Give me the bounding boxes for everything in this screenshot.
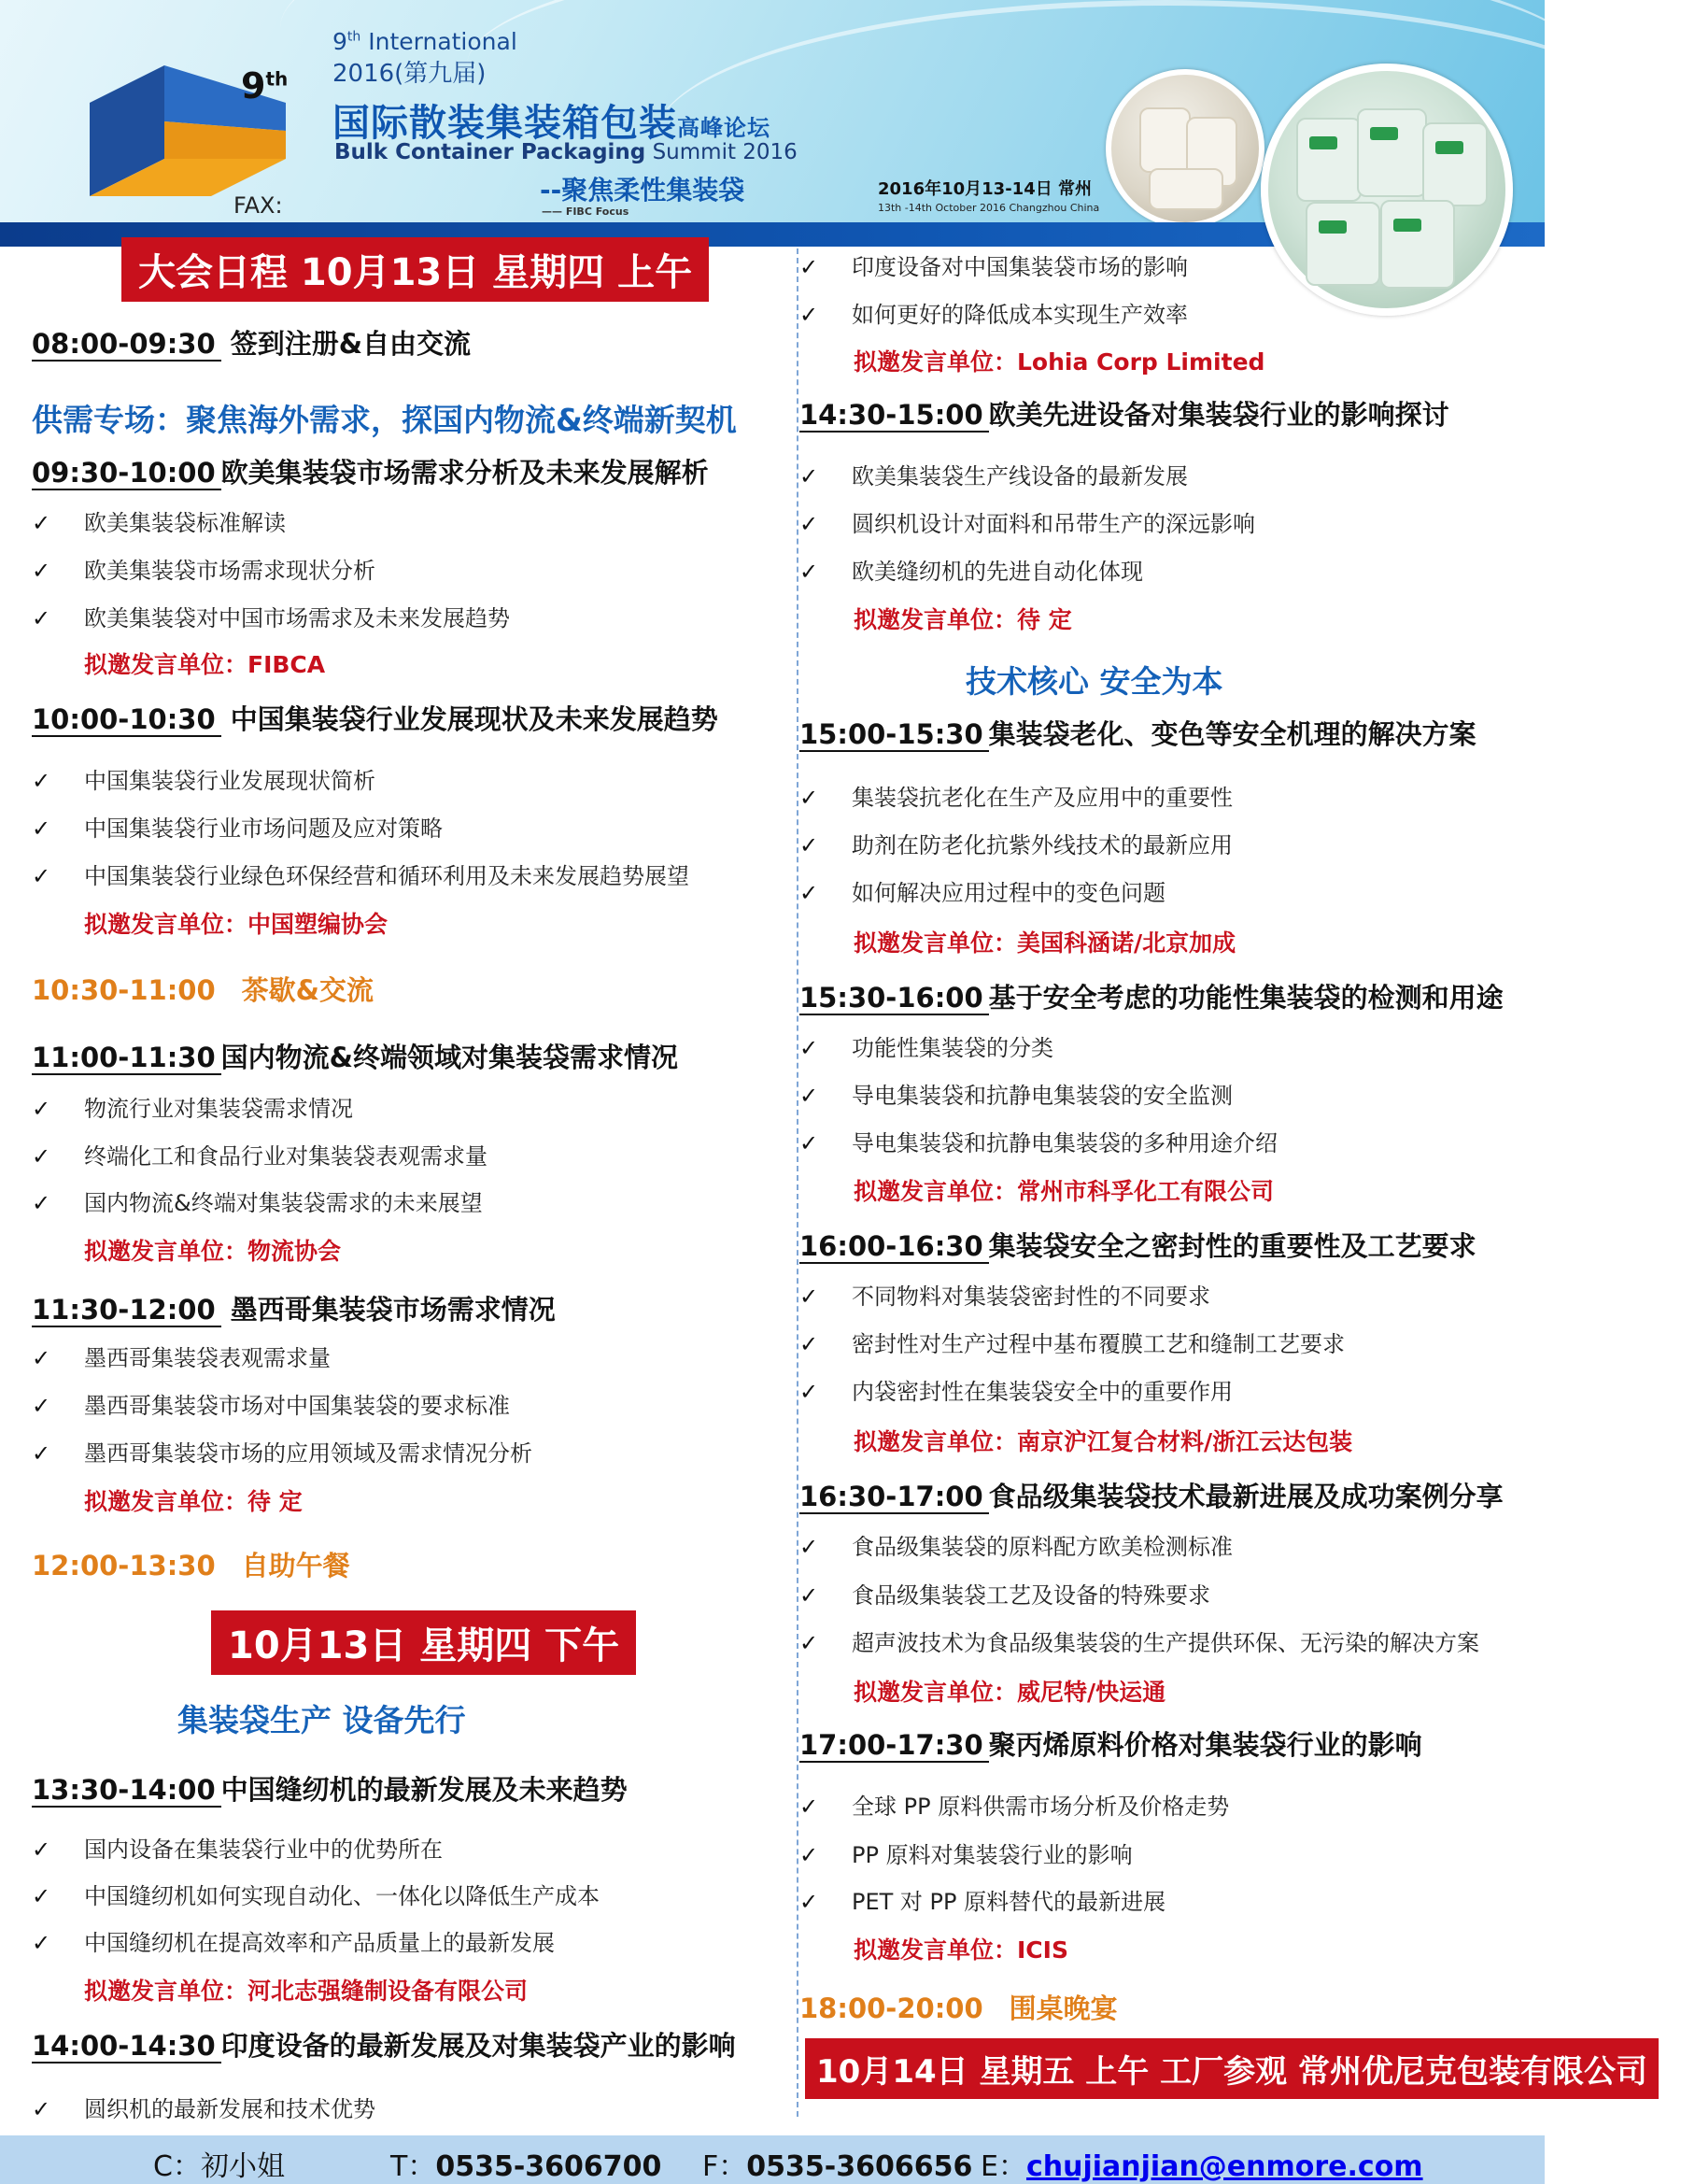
check-icon: ✓ [32,1837,51,1863]
list-item: ✓ 国内设备在集装袋行业中的优势所在 [32,1837,443,1863]
speaker-1500: 拟邀发言单位：美国科涵诺/北京加成 [854,929,1236,957]
check-icon: ✓ [799,1889,819,1915]
event-date: 2016年10月13-14日 常州 [878,179,1092,199]
list-item: ✓ 如何解决应用过程中的变色问题 [799,880,1165,906]
list-item: ✓ 中国缝纫机在提高效率和产品质量上的最新发展 [32,1930,555,1956]
list-item: ✓ PET 对 PP 原料替代的最新进展 [799,1889,1166,1915]
check-icon: ✓ [799,1630,819,1656]
theme-supply-demand: 供需专场：聚焦海外需求，探国内物流&终端新契机 [32,402,737,438]
check-icon: ✓ [32,1393,51,1419]
session-0800: 08:00-09:30 签到注册&自由交流 [32,328,472,360]
break-1800: 18:00-20:00 围桌晚宴 [799,1993,1118,2024]
list-item: ✓ 欧美集装袋对中国市场需求及未来发展趋势 [32,605,510,631]
theme-tech-safety: 技术核心 安全为本 [966,663,1223,700]
check-icon: ✓ [799,1582,819,1609]
list-item: ✓ 食品级集装袋工艺及设备的特殊要求 [799,1582,1210,1609]
check-icon: ✓ [32,1143,51,1170]
fax-label: FAX: [233,192,283,219]
check-icon: ✓ [32,1096,51,1122]
check-icon: ✓ [799,1130,819,1156]
check-icon: ✓ [32,605,51,631]
break-1200: 12:00-13:30 自助午餐 [32,1550,350,1581]
session-1630: 16:30-17:00 食品级集装袋技术最新进展及成功案例分享 [799,1481,1504,1512]
check-icon: ✓ [799,254,819,280]
session-1000: 10:00-10:30 中国集装袋行业发展现状及未来发展趋势 [32,703,718,735]
check-icon: ✓ [799,880,819,906]
title-english: Bulk Container Packaging Summit 2016 [334,140,798,164]
check-icon: ✓ [799,785,819,811]
contact-tel: T：0535-3606700 [390,2150,662,2183]
list-item: ✓ 国内物流&终端对集装袋需求的未来展望 [32,1190,483,1216]
contact-name: C：初小姐 [153,2150,285,2183]
list-item: ✓ 全球 PP 原料供需市场分析及价格走势 [799,1794,1230,1820]
list-item: ✓ 密封性对生产过程中基布覆膜工艺和缝制工艺要求 [799,1331,1345,1357]
list-item: ✓ 物流行业对集装袋需求情况 [32,1096,353,1122]
speaker-1400: 拟邀发言单位：Lohia Corp Limited [854,348,1265,376]
speaker-1100: 拟邀发言单位：物流协会 [84,1238,342,1265]
check-icon: ✓ [32,1345,51,1371]
email-link[interactable]: chujianjian@enmore.com [1025,2150,1423,2183]
speaker-1600: 拟邀发言单位：南京沪江复合材料/浙江云达包装 [854,1428,1353,1455]
list-item: ✓ 导电集装袋和抗静电集装袋的多种用途介绍 [799,1130,1278,1156]
speaker-1700: 拟邀发言单位：ICIS [854,1936,1068,1964]
check-icon: ✓ [32,558,51,584]
session-1500: 15:00-15:30 集装袋老化、变色等安全机理的解决方案 [799,718,1476,750]
check-icon: ✓ [32,2096,51,2122]
check-icon: ✓ [32,510,51,536]
list-item: ✓ 功能性集装袋的分类 [799,1035,1053,1061]
contact-email: E：chujianjian@enmore.com [981,2150,1423,2183]
check-icon: ✓ [799,1331,819,1357]
check-icon: ✓ [799,559,819,585]
check-icon: ✓ [799,463,819,489]
list-item: ✓ 食品级集装袋的原料配方欧美检测标准 [799,1534,1233,1560]
day-banner-1: 大会日程 10月13日 星期四 上午 [121,237,709,302]
list-item: ✓ 中国集装袋行业市场问题及应对策略 [32,815,443,842]
list-item: ✓ 圆织机的最新发展和技术优势 [32,2096,375,2122]
list-item: ✓ 欧美集装袋生产线设备的最新发展 [799,463,1188,489]
session-1530: 15:30-16:00 基于安全考虑的功能性集装袋的检测和用途 [799,982,1504,1014]
list-item: ✓ 内袋密封性在集装袋安全中的重要作用 [799,1379,1233,1405]
list-item: ✓ 印度设备对中国集装袋市场的影响 [799,254,1188,280]
speaker-1330: 拟邀发言单位：河北志强缝制设备有限公司 [84,1978,529,2005]
list-item: ✓ 集装袋抗老化在生产及应用中的重要性 [799,785,1233,811]
speaker-1000: 拟邀发言单位：中国塑编协会 [84,911,388,938]
list-item: ✓ 终端化工和食品行业对集装袋表观需求量 [32,1143,487,1170]
list-item: ✓ 导电集装袋和抗静电集装袋的安全监测 [799,1083,1233,1109]
session-1430: 14:30-15:00 欧美先进设备对集装袋行业的影响探讨 [799,399,1449,431]
session-0930: 09:30-10:00 欧美集装袋市场需求分析及未来发展解析 [32,457,709,489]
speaker-1630: 拟邀发言单位：威尼特/快运通 [854,1679,1166,1706]
bulk-bag-photo-1 [1106,69,1264,228]
list-item: ✓ 如何更好的降低成本实现生产效率 [799,302,1188,328]
check-icon: ✓ [799,511,819,537]
list-item: ✓ PP 原料对集装袋行业的影响 [799,1842,1133,1868]
check-icon: ✓ [32,1440,51,1467]
check-icon: ✓ [32,1930,51,1956]
list-item: ✓ 欧美缝纫机的先进自动化体现 [799,559,1143,585]
check-icon: ✓ [799,1534,819,1560]
list-item: ✓ 墨西哥集装袋市场对中国集装袋的要求标准 [32,1393,510,1419]
list-item: ✓ 欧美集装袋标准解读 [32,510,286,536]
focus-chinese: --聚焦柔性集装袋 [540,175,745,206]
check-icon: ✓ [799,1379,819,1405]
session-1600: 16:00-16:30 集装袋安全之密封性的重要性及工艺要求 [799,1230,1476,1262]
list-item: ✓ 助剂在防老化抗紫外线技术的最新应用 [799,832,1233,858]
check-icon: ✓ [32,1883,51,1909]
check-icon: ✓ [32,863,51,889]
session-1100: 11:00-11:30 国内物流&终端领域对集装袋需求情况 [32,1042,678,1073]
list-item: ✓ 中国集装袋行业发展现状简析 [32,768,375,794]
list-item: ✓ 欧美集装袋市场需求现状分析 [32,558,375,584]
check-icon: ✓ [32,1190,51,1216]
logo-9th: 9th [241,65,289,106]
check-icon: ✓ [799,1842,819,1868]
title-year: 2016(第九届) [332,60,487,88]
bulk-bag-photo-2 [1261,64,1513,316]
title-chinese: 国际散装集装箱包装高峰论坛 [332,102,770,145]
session-1700: 17:00-17:30 聚丙烯原料价格对集装袋行业的影响 [799,1729,1422,1761]
check-icon: ✓ [32,815,51,842]
speaker-1130: 拟邀发言单位：待 定 [84,1488,303,1515]
check-icon: ✓ [799,1083,819,1109]
check-icon: ✓ [799,302,819,328]
theme-production-equipment: 集装袋生产 设备先行 [177,1702,466,1738]
column-divider [797,248,798,2117]
focus-english: —— FIBC Focus [542,206,629,218]
list-item: ✓ 中国集装袋行业绿色环保经营和循环利用及未来发展趋势展望 [32,863,689,889]
check-icon: ✓ [799,1283,819,1310]
list-item: ✓ 墨西哥集装袋表观需求量 [32,1345,331,1371]
speaker-0930: 拟邀发言单位：FIBCA [84,651,326,678]
list-item: ✓ 不同物料对集装袋密封性的不同要求 [799,1283,1210,1310]
check-icon: ✓ [32,768,51,794]
list-item: ✓ 圆织机设计对面料和吊带生产的深远影响 [799,511,1255,537]
title-international: 9th International [332,28,517,55]
contact-footer [0,2135,1545,2184]
day-banner-3: 10月14日 星期五 上午 工厂参观 常州优尼克包装有限公司 [805,2038,1659,2099]
day-banner-2: 10月13日 星期四 下午 [211,1610,636,1675]
list-item: ✓ 墨西哥集装袋市场的应用领域及需求情况分析 [32,1440,532,1467]
session-1130: 11:30-12:00 墨西哥集装袋市场需求情况 [32,1294,556,1326]
speaker-1530: 拟邀发言单位：常州市科孚化工有限公司 [854,1178,1275,1205]
contact-fax: F：0535-3606656 [702,2150,973,2183]
list-item: ✓ 超声波技术为食品级集装袋的生产提供环保、无污染的解决方案 [799,1630,1479,1656]
session-1330: 13:30-14:00 中国缝纫机的最新发展及未来趋势 [32,1774,628,1806]
event-date-english: 13th -14th October 2016 Changzhou China [878,202,1100,214]
speaker-1430: 拟邀发言单位：待 定 [854,606,1072,633]
check-icon: ✓ [799,1035,819,1061]
check-icon: ✓ [799,832,819,858]
break-1030: 10:30-11:00 茶歇&交流 [32,974,374,1006]
list-item: ✓ 中国缝纫机如何实现自动化、一体化以降低生产成本 [32,1883,600,1909]
session-1400: 14:00-14:30 印度设备的最新发展及对集装袋产业的影响 [32,2030,736,2062]
check-icon: ✓ [799,1794,819,1820]
